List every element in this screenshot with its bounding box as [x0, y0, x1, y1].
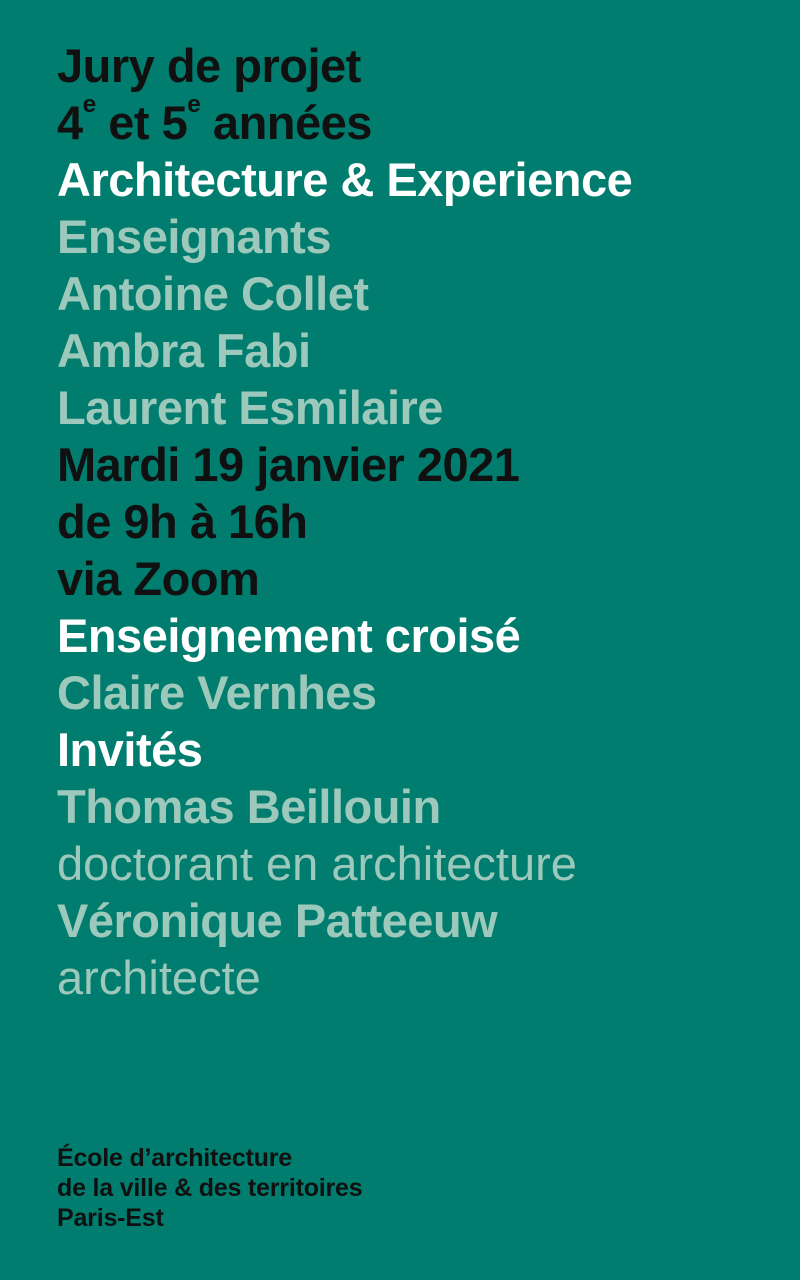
teacher-name-antoine-collet: Antoine Collet	[57, 267, 369, 320]
studio-name: Architecture & Experience	[57, 153, 633, 206]
poster-text-block	[57, 37, 632, 1006]
poster-title: Jury de projet	[57, 39, 361, 92]
guests-heading: Invités	[57, 723, 203, 776]
teachers-heading: Enseignants	[57, 210, 331, 263]
guest-name-thomas-beillouin: Thomas Beillouin	[57, 780, 441, 833]
guest-role-doctorant: doctorant en architecture	[57, 837, 577, 890]
ordinal-superscript: e	[82, 91, 96, 119]
years-part: et 5	[95, 96, 188, 149]
guest-name-veronique-patteeuw: Véronique Patteeuw	[57, 894, 498, 947]
school-signature	[57, 1143, 362, 1233]
guest-role-architecte: architecte	[57, 951, 261, 1004]
cross-teaching-heading: Enseignement croisé	[57, 609, 521, 662]
years-part: 4	[57, 96, 83, 149]
school-name-line-2: de la ville & des territoires	[57, 1174, 363, 1202]
school-name-line-1: École d’architecture	[57, 1144, 292, 1172]
teacher-name-claire-vernhes: Claire Vernhes	[57, 666, 377, 719]
school-name-line-3: Paris-Est	[57, 1204, 164, 1232]
years-part: années	[200, 96, 372, 149]
teacher-name-ambra-fabi: Ambra Fabi	[57, 324, 311, 377]
event-platform: via Zoom	[57, 552, 260, 605]
ordinal-superscript: e	[187, 91, 201, 119]
event-time: de 9h à 16h	[57, 495, 308, 548]
years-line	[57, 91, 632, 151]
teacher-name-laurent-esmilaire: Laurent Esmilaire	[57, 381, 443, 434]
event-date: Mardi 19 janvier 2021	[57, 438, 520, 491]
